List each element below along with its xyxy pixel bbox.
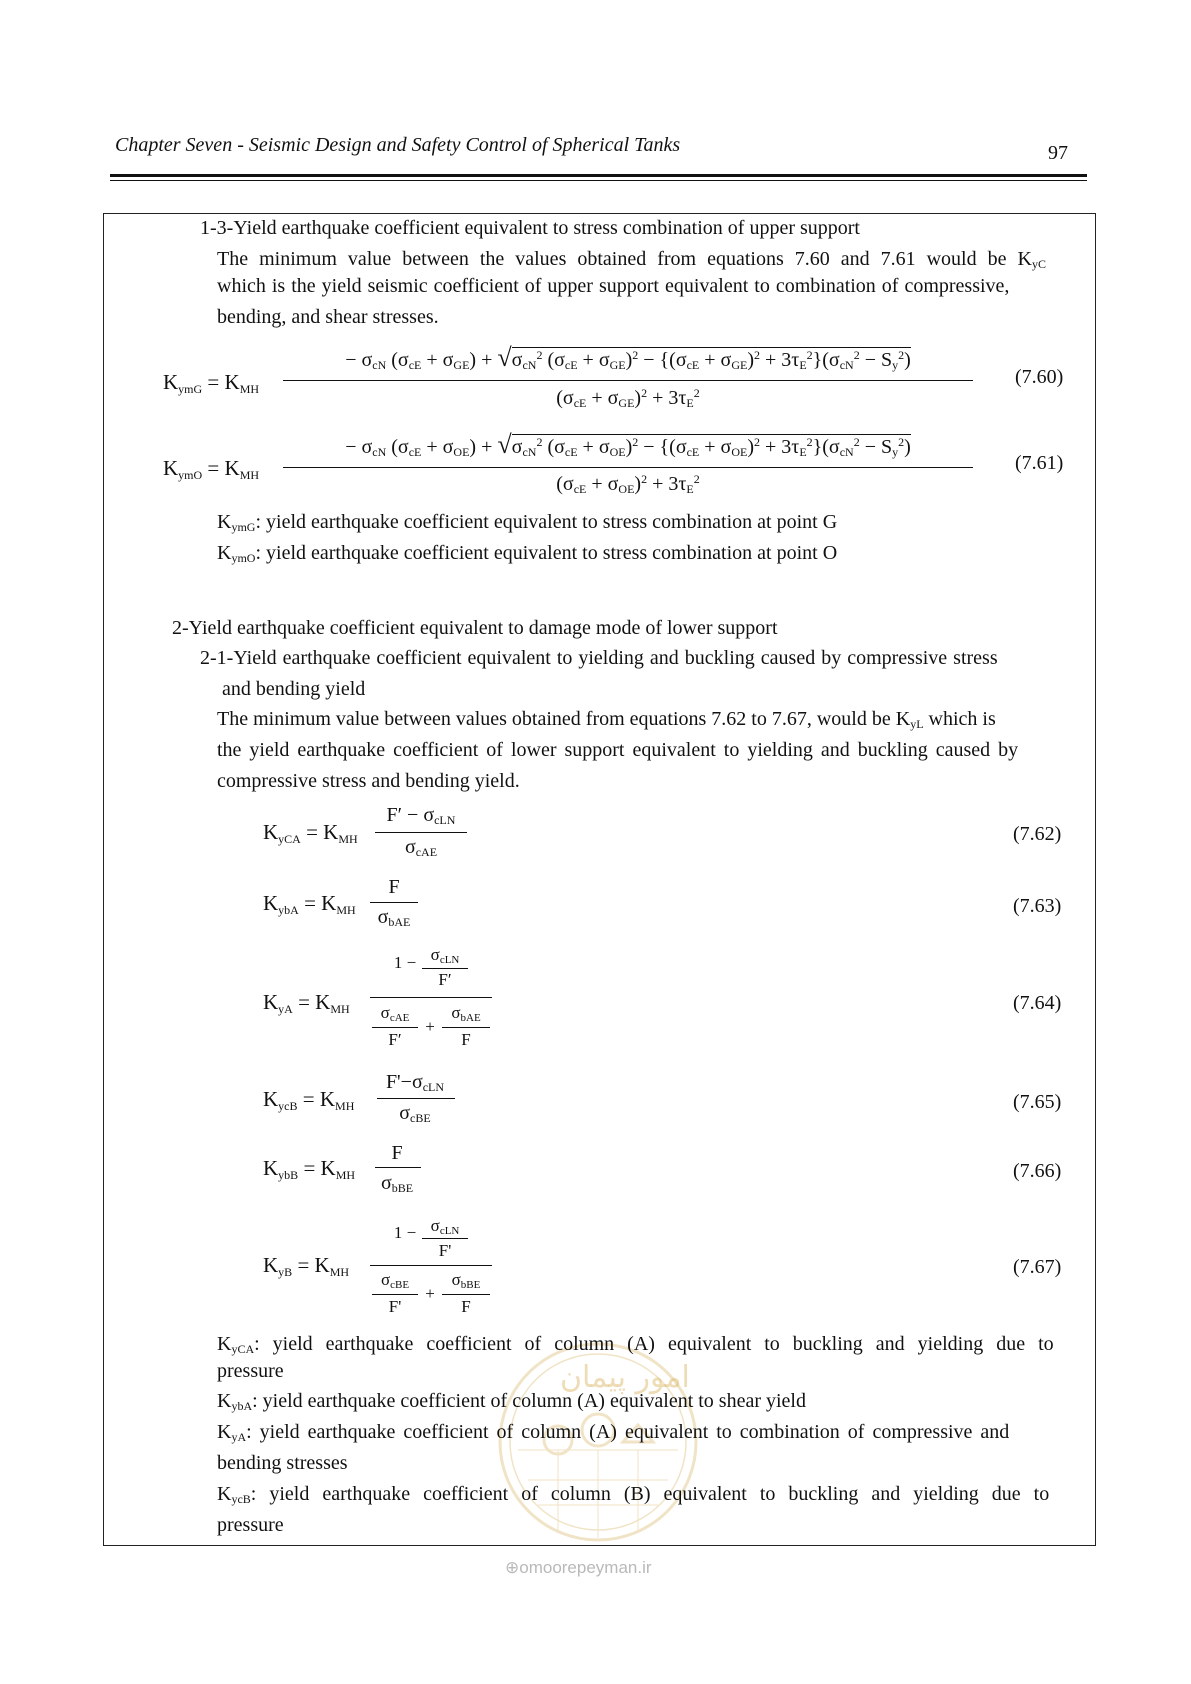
intro-text: The minimum value between the values obtained from equations 7.60 and 7.61 would be K [217, 248, 1032, 270]
eq-7-67-den-right-bar [442, 1294, 490, 1295]
eq-sign: = K [304, 891, 337, 915]
lhs-symbol: K [263, 990, 279, 1014]
eq-7-65-lhs [263, 1087, 354, 1114]
def-kymg [217, 511, 837, 535]
def-symbol: K [217, 1333, 232, 1355]
lhs-symbol: K [263, 1253, 279, 1277]
eq-7-65-numerator: $F'-\sigma_{cLN}$ [385, 1071, 445, 1094]
eq-7-65-number: (7.65) [1013, 1091, 1062, 1113]
eq-7-62-number: (7.62) [1013, 823, 1062, 845]
def-sub: yCA [231, 1342, 255, 1356]
chapter-title: Chapter Seven - Seismic Design and Safety Control of Spherical Tanks [115, 134, 681, 156]
lhs-symbol: K [263, 820, 279, 844]
watermark-logo-text: امور پیمان [560, 1360, 690, 1395]
section-1-3-intro-line3: bending, and shear stresses. [217, 306, 439, 328]
def-kycb-line2: pressure [217, 1514, 284, 1536]
rhs-sub: MH [338, 832, 358, 846]
eq-sign: = K [298, 990, 331, 1014]
eq-7-67-num-inner-bottom: F' [438, 1241, 452, 1260]
lhs-symbol: K [263, 1087, 279, 1111]
lhs-sub: ymO [178, 468, 203, 482]
eq-7-64-lhs [263, 990, 350, 1017]
eq-7-67-inner-bar [422, 1238, 468, 1239]
section-2-heading: 2-Yield earthquake coefficient equivalent to damage mode of lower support [172, 617, 778, 639]
eq-7-64-number: (7.64) [1013, 992, 1062, 1014]
eq-7-66-denominator: $\sigma_{bBE}$ [380, 1172, 414, 1195]
eq-7-62-lhs [263, 820, 358, 847]
rhs-sub: MH [329, 1265, 350, 1279]
watermark-url: omoorepeyman.ir [519, 1558, 652, 1577]
eq-7-64-fraction-bar [370, 997, 492, 998]
eq-7-61-lhs [163, 456, 259, 483]
eq-7-62-fraction-bar [375, 832, 467, 833]
eq-7-67-den-left-top: $\sigma_{cBE}$ [380, 1270, 410, 1291]
eq-7-67-den-plus: + [425, 1284, 435, 1303]
def-symbol: K [217, 1483, 232, 1505]
def-kycb [217, 1483, 1049, 1507]
eq-7-61-numerator: − $\sigma_{cN}$ $(\sigma_{cE} + \sigma_{OE}) + √\sigma_{cN}^2$ $(\sigma_{cE} + \sigma_{OE})^2 - \{(\sigma_{cE} + \sigma_{OE})^2 + 3\tau_E^2\}(\sigma_{cN}^2 - S_y^2)$ [345, 430, 911, 459]
def-text: : yield earthquake coefficient of column (A) equivalent to buckling and yielding due to [254, 1333, 1054, 1355]
eq-sign: = K [302, 1087, 336, 1111]
eq-7-67-num-one-minus: 1 − [393, 1223, 417, 1242]
section-2-1-heading-line1: 2-1-Yield earthquake coefficient equivalent to yielding and buckling caused by compressive stress [200, 647, 998, 669]
def-kymo [217, 542, 837, 566]
eq-7-67-den-right-top: $\sigma_{bBE}$ [451, 1270, 481, 1291]
header-rule-thin [110, 180, 1087, 181]
eq-7-64-den-right-top: $\sigma_{bAE}$ [451, 1003, 481, 1024]
eq-7-67-fraction-bar [370, 1265, 492, 1266]
eq-7-64-den-plus: + [425, 1017, 435, 1036]
rhs-sub: MH [335, 1099, 355, 1113]
eq-7-62-denominator: $\sigma_{cAE}$ [404, 836, 438, 859]
eq-7-62-numerator: $F' - \sigma_{cLN}$ [386, 804, 456, 827]
eq-sign: = K [303, 1156, 336, 1180]
def-kyca [217, 1329, 1087, 1365]
section-2-intro-line3: compressive stress and bending yield. [217, 770, 520, 792]
eq-7-63-number: (7.63) [1013, 895, 1062, 917]
def-text: : yield earthquake coefficient of column (B) equivalent to buckling and yielding due to [250, 1483, 1050, 1505]
eq-7-65-denominator: $\sigma_{cBE}$ [399, 1102, 431, 1125]
eq-sign: = K [306, 820, 339, 844]
def-text: : yield earthquake coefficient equivalent to stress combination at point G [255, 511, 838, 533]
eq-7-64-den-left-bar [372, 1027, 418, 1028]
eq-7-64-den-right-bar [442, 1027, 490, 1028]
eq-7-60-lhs [163, 370, 259, 397]
section-2-intro-line1 [217, 708, 996, 732]
rhs-sub: MH [239, 382, 260, 396]
page-number: 97 [1048, 142, 1068, 164]
eq-7-67-lhs [263, 1253, 349, 1280]
eq-7-67-den-right-bottom: F [461, 1297, 471, 1316]
eq-7-61-denominator: $(\sigma_{cE} + \sigma_{OE})^2 + 3\tau_E^2$ [556, 472, 700, 496]
eq-7-60-number: (7.60) [1015, 366, 1064, 388]
lhs-sub: ybA [278, 903, 299, 917]
def-symbol: K [217, 542, 232, 564]
eq-7-67-den-left-bar [372, 1294, 418, 1295]
watermark-text [505, 1558, 652, 1578]
section-2-1-heading-line2: and bending yield [222, 678, 366, 700]
eq-7-60-fraction-bar [283, 380, 973, 381]
eq-7-66-fraction-bar [375, 1167, 421, 1168]
def-kya [217, 1421, 1009, 1445]
section-1-3-intro-line2: which is the yield seismic coefficient of upper support equivalent to combination of compressive, [217, 275, 1010, 297]
eq-7-64-num-inner-bottom: F′ [438, 970, 452, 989]
intro-tail: which is [923, 708, 996, 730]
eq-7-63-lhs [263, 891, 356, 918]
def-symbol: K [217, 1390, 232, 1412]
eq-7-64-num-one-minus: 1 − [393, 953, 417, 972]
def-sub: ycB [231, 1492, 251, 1506]
globe-icon: ⊕ [505, 1558, 520, 1577]
eq-7-67-num-inner-top: $\sigma_{cLN}$ [430, 1216, 460, 1237]
lhs-sub: yCA [278, 832, 301, 846]
eq-7-63-fraction-bar [370, 902, 418, 903]
def-text: : yield earthquake coefficient equivalent to stress combination at point O [255, 542, 838, 564]
eq-7-66-lhs [263, 1156, 355, 1183]
lhs-symbol: K [163, 370, 179, 394]
def-kya-line2: bending stresses [217, 1452, 348, 1474]
eq-sign: = K [202, 370, 240, 394]
eq-7-65-fraction-bar [377, 1098, 455, 1099]
eq-7-63-denominator: $\sigma_{bAE}$ [377, 906, 411, 929]
def-symbol: K [217, 511, 232, 533]
eq-7-61-number: (7.61) [1015, 452, 1064, 474]
lhs-symbol: K [263, 891, 279, 915]
eq-7-66-numerator: F [391, 1142, 403, 1164]
eq-7-64-inner-bar [422, 968, 468, 969]
def-text: : yield earthquake coefficient of column (A) equivalent to shear yield [252, 1390, 806, 1412]
lhs-sub: ymG [178, 382, 203, 396]
eq-7-61-fraction-bar [283, 467, 973, 468]
eq-7-64-den-left-bottom: F′ [388, 1030, 402, 1049]
eq-7-60-denominator: $(\sigma_{cE} + \sigma_{GE})^2 + 3\tau_E^2$ [556, 386, 700, 410]
def-sub: ybA [231, 1399, 253, 1413]
def-symbol: K [217, 1421, 232, 1443]
eq-7-64-den-left-top: $\sigma_{cAE}$ [380, 1003, 410, 1024]
def-kyba [217, 1390, 806, 1414]
eq-7-67-den-left-bottom: F' [388, 1297, 402, 1316]
rhs-sub: MH [330, 1002, 350, 1016]
lhs-symbol: K [163, 456, 179, 480]
def-kyca-line2: pressure [217, 1360, 284, 1382]
section-2-intro-line2: the yield earthquake coefficient of lower support equivalent to yielding and buckling caused by [217, 739, 1019, 761]
lhs-sub: ycB [278, 1099, 298, 1113]
lhs-symbol: K [263, 1156, 279, 1180]
lhs-sub: yB [278, 1265, 293, 1279]
intro-text: The minimum value between values obtained from equations 7.62 to 7.67, would be K [217, 708, 911, 730]
eq-7-67-number: (7.67) [1013, 1256, 1062, 1278]
intro-sub: yL [910, 717, 924, 731]
lhs-sub: ybB [278, 1168, 299, 1182]
def-text: : yield earthquake coefficient of column (A) equivalent to combination of compressive and [246, 1421, 1010, 1443]
def-sub: yA [231, 1430, 247, 1444]
def-sub: ymG [231, 520, 256, 534]
rhs-sub: MH [336, 903, 356, 917]
eq-7-64-num-inner-top: $\sigma_{cLN}$ [430, 945, 460, 966]
header-rule-thick [110, 174, 1087, 177]
eq-7-64-den-right-bottom: F [461, 1030, 471, 1049]
eq-7-60-numerator: − $\sigma_{cN}$ $(\sigma_{cE} + \sigma_{GE}) + √\sigma_{cN}^2$ $(\sigma_{cE} + \sigma_{GE})^2 - \{(\sigma_{cE} + \sigma_{GE})^2 + 3\tau_E^2\}(\sigma_{cN}^2 - S_y^2)$ [345, 343, 911, 372]
rhs-sub: MH [239, 468, 260, 482]
rhs-sub: MH [335, 1168, 356, 1182]
eq-sign: = K [297, 1253, 330, 1277]
lhs-sub: yA [278, 1002, 293, 1016]
intro-sub: yC [1031, 257, 1046, 271]
eq-7-66-number: (7.66) [1013, 1160, 1062, 1182]
section-1-3-heading: 1-3-Yield earthquake coefficient equivalent to stress combination of upper support [200, 217, 860, 239]
eq-7-63-numerator: F [388, 876, 400, 898]
eq-sign: = K [202, 456, 240, 480]
def-sub: ymO [231, 551, 256, 565]
